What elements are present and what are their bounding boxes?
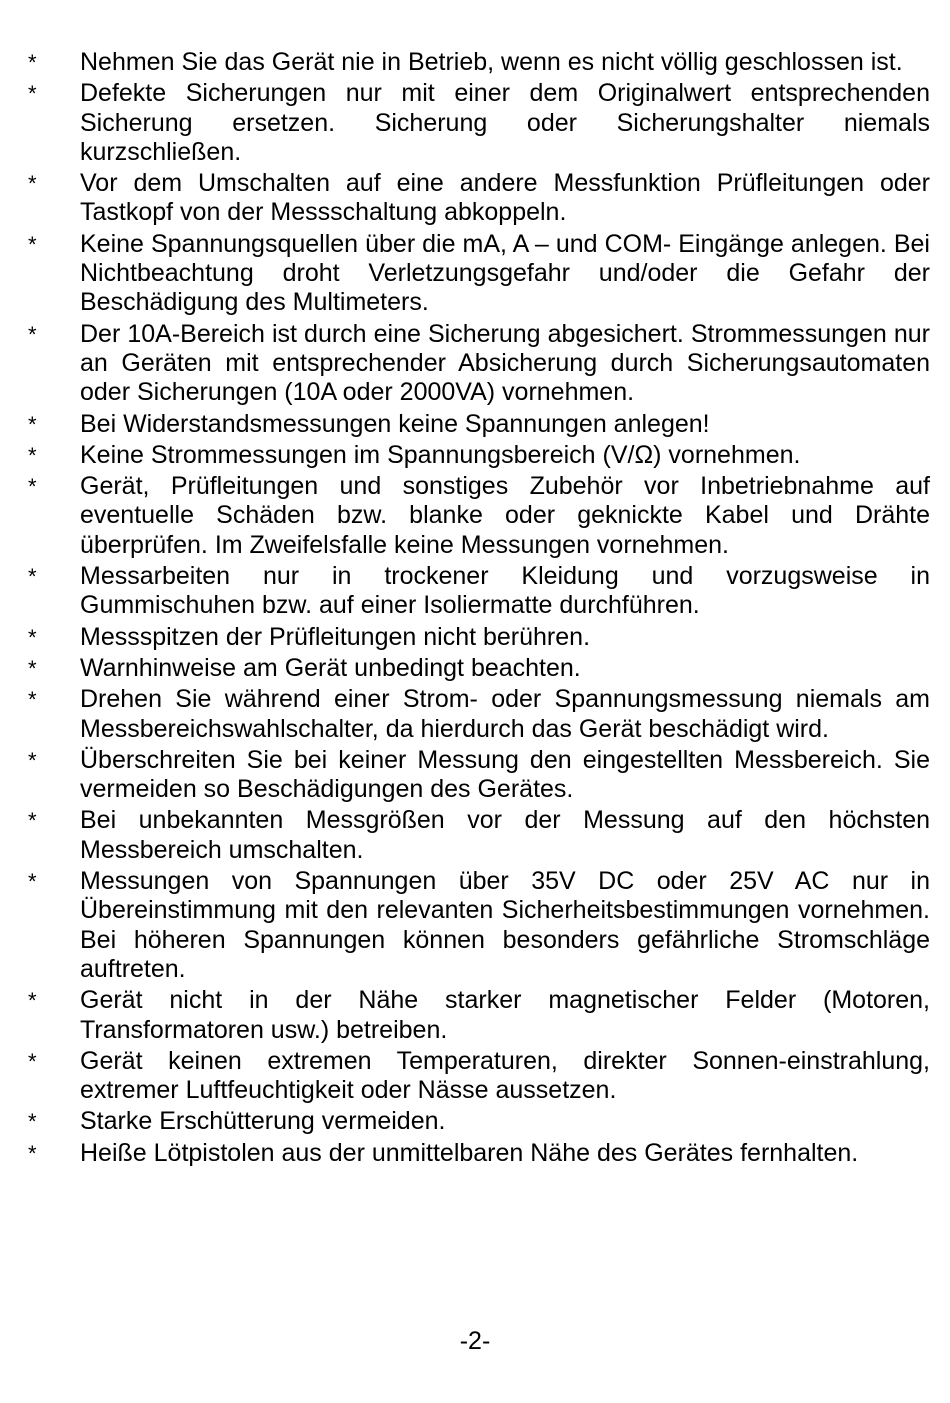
list-item-text: Messarbeiten nur in trockener Kleidung und vorzugsweise in Gummischuhen bzw. auf einer Isoliermatte durchführen.	[80, 562, 930, 620]
list-item	[28, 48, 930, 77]
list-item-text: Der 10A-Bereich ist durch eine Sicherung abgesichert. Strommessungen nur an Geräten mit entsprechender Absicherung durch Sicherungsautomaten oder Sicherungen (10A oder 2000VA) vornehmen.	[80, 319, 930, 407]
bullet-icon: *	[28, 81, 37, 107]
bullet-icon: *	[28, 624, 37, 650]
list-item	[28, 654, 930, 683]
list-item-text: Defekte Sicherungen nur mit einer dem Originalwert entsprechenden Sicherung ersetzen. Sicherung oder Sicherungshalter niemals kurzschließen.	[80, 79, 930, 166]
bullet-icon: *	[28, 1109, 37, 1135]
list-item	[28, 472, 930, 560]
list-item	[28, 806, 930, 865]
bullet-icon: *	[28, 687, 37, 713]
bullet-icon: *	[28, 655, 37, 681]
list-item-text: Gerät nicht in der Nähe starker magnetischer Felder (Motoren, Transformatoren usw.) betreiben.	[80, 986, 930, 1044]
list-item	[28, 1047, 930, 1106]
list-item-text: Keine Spannungsquellen über die mA, A – und COM- Eingänge anlegen. Bei Nichtbeachtung droht Verletzungsgefahr und/oder die Gefahr der Beschädigung des Multimeters.	[80, 229, 930, 317]
bullet-icon: *	[28, 1140, 37, 1166]
list-item-text: Messungen von Spannungen über 35V DC oder 25V AC nur in Übereinstimmung mit den relevanten Sicherheitsbestimmungen vornehmen. Bei höheren Spannungen können besonders gefährliche Stromschläge auftreten.	[80, 867, 930, 983]
bullet-icon: *	[28, 474, 37, 500]
list-item-text: Überschreiten Sie bei keiner Messung den eingestellten Messbereich. Sie vermeiden so Beschädigungen des Gerätes.	[80, 745, 930, 804]
bullet-icon: *	[28, 747, 37, 773]
list-item-text: Warnhinweise am Gerät unbedingt beachten.	[80, 653, 581, 682]
list-item	[28, 986, 930, 1045]
safety-instructions-list	[28, 48, 930, 1170]
list-item	[28, 410, 930, 439]
list-item	[28, 230, 930, 318]
list-item-text: Drehen Sie während einer Strom- oder Spannungsmessung niemals am Messbereichswahlschalter, da hierdurch das Gerät beschädigt wird.	[80, 685, 930, 743]
list-item-text: Bei Widerstandsmessungen keine Spannungen anlegen!	[80, 409, 710, 438]
list-item	[28, 685, 930, 744]
list-item	[28, 746, 930, 805]
bullet-icon: *	[28, 442, 37, 468]
page-number: -2-	[459, 1327, 491, 1355]
bullet-icon: *	[28, 171, 37, 197]
list-item	[28, 441, 930, 470]
list-item-text: Gerät, Prüfleitungen und sonstiges Zubehör vor Inbetriebnahme auf eventuelle Schäden bzw. blanke oder geknickte Kabel und Drähte überprüfen. Im Zweifelsfalle keine Messungen vornehmen.	[80, 472, 930, 559]
bullet-icon: *	[28, 231, 37, 257]
list-item	[28, 79, 930, 167]
list-item	[28, 320, 930, 408]
bullet-icon: *	[28, 988, 37, 1014]
list-item	[28, 1139, 930, 1168]
list-item-text: Bei unbekannten Messgrößen vor der Messung auf den höchsten Messbereich umschalten.	[80, 806, 930, 864]
bullet-icon: *	[28, 808, 37, 834]
bullet-icon: *	[28, 411, 37, 437]
list-item-text: Heiße Lötpistolen aus der unmittelbaren Nähe des Gerätes fernhalten.	[80, 1138, 859, 1167]
list-item-text: Starke Erschütterung vermeiden.	[80, 1107, 446, 1136]
bullet-icon: *	[28, 869, 37, 895]
list-item	[28, 562, 930, 621]
bullet-icon: *	[28, 1048, 37, 1074]
list-item-text: Gerät keinen extremen Temperaturen, direkter Sonnen-einstrahlung, extremer Luftfeuchtigkeit oder Nässe aussetzen.	[80, 1046, 930, 1105]
list-item	[28, 867, 930, 984]
list-item-text: Vor dem Umschalten auf eine andere Messfunktion Prüfleitungen oder Tastkopf von der Messschaltung abkoppeln.	[80, 169, 930, 227]
bullet-icon: *	[28, 50, 37, 75]
list-item	[28, 1107, 930, 1136]
list-item	[28, 623, 930, 652]
list-item-text: Nehmen Sie das Gerät nie in Betrieb, wenn es nicht völlig geschlossen ist.	[80, 48, 903, 76]
list-item-text: Keine Strommessungen im Spannungsbereich (V/Ω) vornehmen.	[80, 440, 801, 469]
list-item-text: Messspitzen der Prüfleitungen nicht berühren.	[80, 622, 591, 651]
bullet-icon: *	[28, 321, 37, 347]
list-item	[28, 169, 930, 228]
bullet-icon: *	[28, 564, 37, 590]
